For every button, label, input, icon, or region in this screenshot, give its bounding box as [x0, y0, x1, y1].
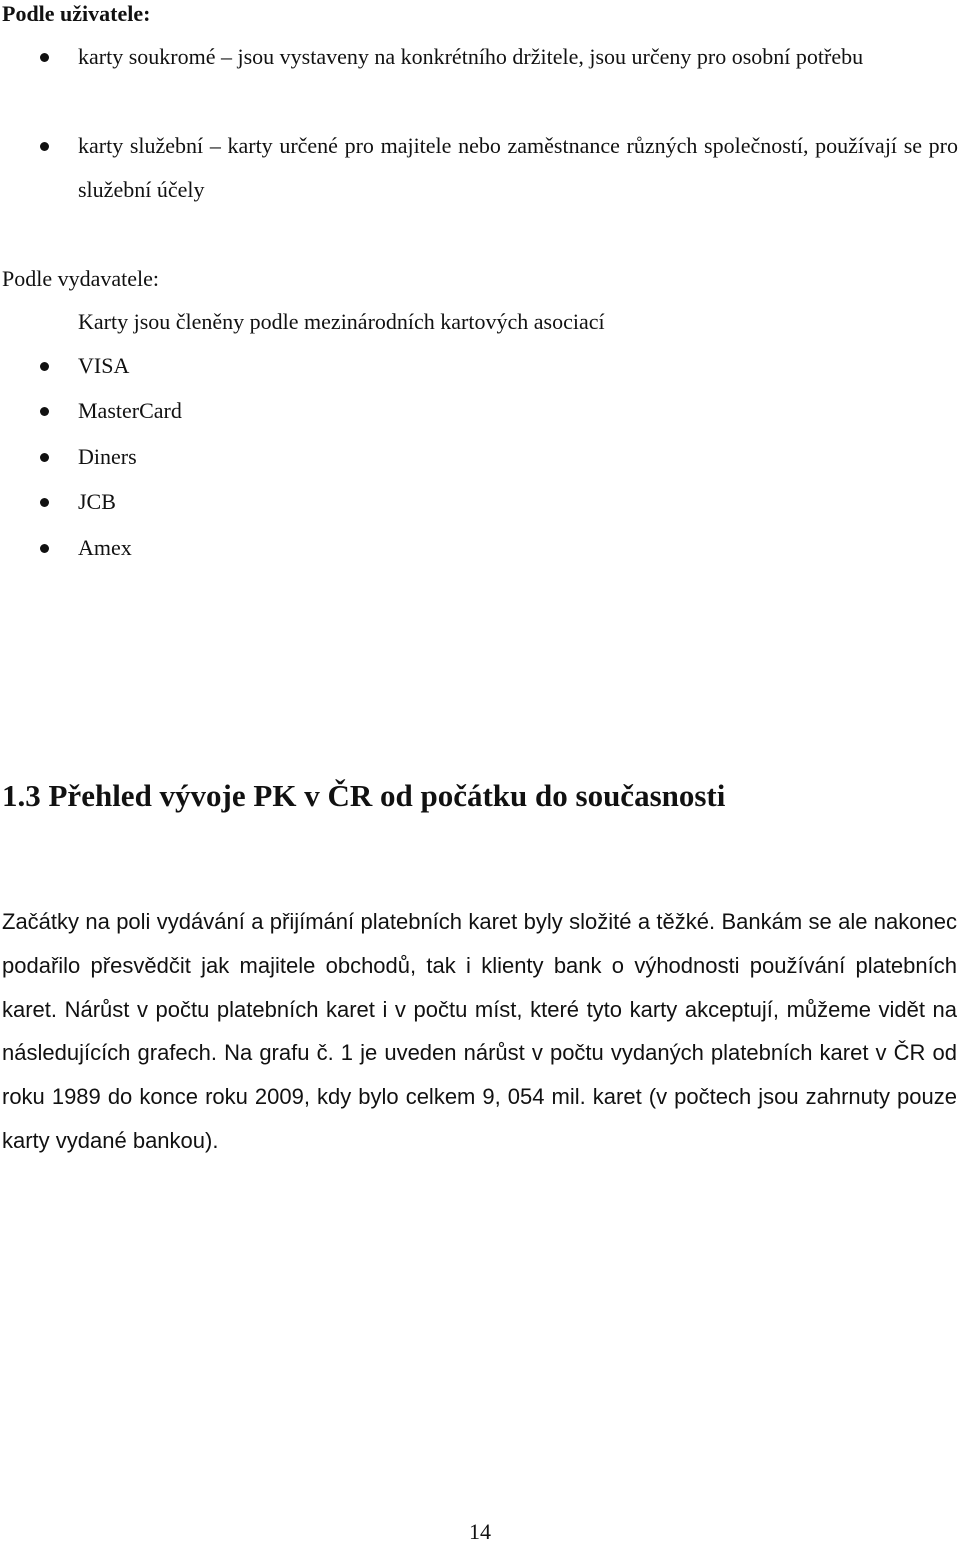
- bullet-icon: [40, 142, 49, 151]
- bullet-icon: [40, 407, 49, 416]
- by-issuer-intro: Karty jsou členěny podle mezinárodních kartových asociací: [78, 309, 605, 334]
- bullet-icon: [40, 544, 49, 553]
- by-issuer-heading: Podle vydavatele:: [2, 266, 160, 291]
- list-item-text: MasterCard: [78, 398, 182, 423]
- bullet-icon: [40, 498, 49, 507]
- page-number: 14: [469, 1519, 491, 1544]
- by-user-heading: Podle uživatele:: [2, 1, 151, 26]
- section-title: 1.3 Přehled vývoje PK v ČR od počátku do současnosti: [2, 778, 726, 813]
- list-item-text: karty služební – karty určené pro majitele nebo zaměstnance různých společností, používají se pro služební účely: [78, 133, 958, 202]
- list-item-text: Amex: [78, 535, 132, 560]
- bullet-icon: [40, 362, 49, 371]
- list-item-text: JCB: [78, 489, 116, 514]
- list-item-text: karty soukromé – jsou vystaveny na konkrétního držitele, jsou určeny pro osobní potřebu: [78, 44, 864, 69]
- body-paragraph: Začátky na poli vydávání a přijímání platebních karet byly složité a těžké. Bankám se ale nakonec podařilo přesvědčit jak majitele obchodů, tak i klienty bank o výhodnosti používání platebních karet. Nárůst v počtu platebních karet i v počtu míst, které tyto karty akceptují, můžeme vidět na následujících grafech. Na grafu č. 1 je uveden nárůst v počtu vydaných platebních karet v ČR od roku 1989 do konce roku 2009, kdy bylo celkem 9, 054 mil. karet (v počtech jsou zahrnuty pouze karty vydané bankou).: [2, 909, 957, 1153]
- bullet-icon: [40, 453, 49, 462]
- list-item-text: VISA: [78, 353, 130, 378]
- list-item-text: Diners: [78, 444, 137, 469]
- bullet-icon: [40, 53, 49, 62]
